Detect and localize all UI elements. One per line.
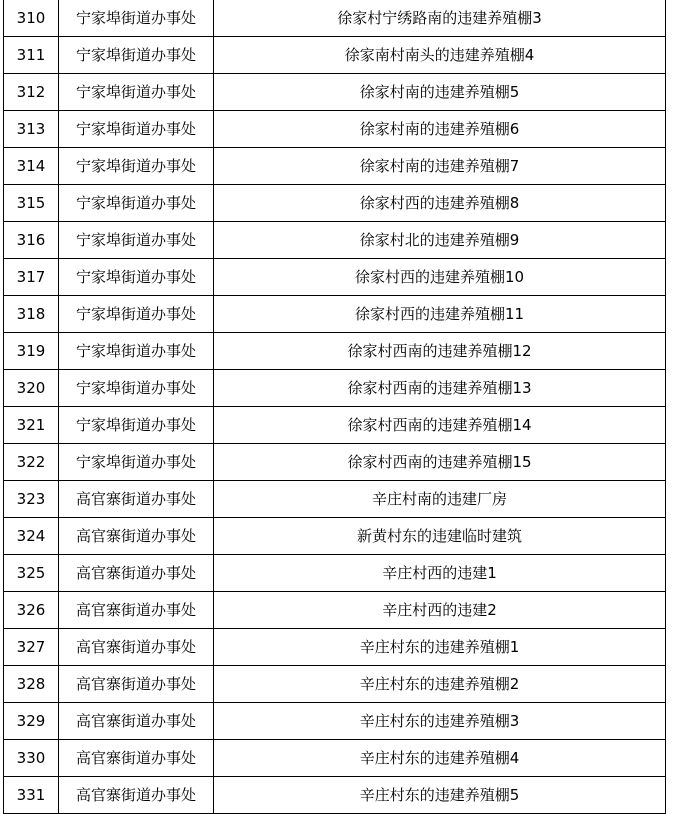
- office-cell: 宁家埠街道办事处: [59, 444, 214, 481]
- table-row: [4, 666, 666, 703]
- item-cell: 徐家村西南的违建养殖棚12: [214, 333, 666, 370]
- item-cell: 辛庄村东的违建养殖棚2: [214, 666, 666, 703]
- item-cell: 辛庄村东的违建养殖棚3: [214, 703, 666, 740]
- item-cell: 辛庄村东的违建养殖棚1: [214, 629, 666, 666]
- item-cell: 徐家村西的违建养殖棚11: [214, 296, 666, 333]
- row-number-cell: 331: [4, 777, 59, 814]
- office-cell: 高官寨街道办事处: [59, 518, 214, 555]
- table-row: [4, 222, 666, 259]
- office-cell: 宁家埠街道办事处: [59, 74, 214, 111]
- office-cell: 宁家埠街道办事处: [59, 185, 214, 222]
- table-row: [4, 481, 666, 518]
- table-row: [4, 777, 666, 814]
- office-cell: 宁家埠街道办事处: [59, 296, 214, 333]
- item-cell: 徐家村西南的违建养殖棚14: [214, 407, 666, 444]
- table-row: [4, 370, 666, 407]
- office-cell: 高官寨街道办事处: [59, 703, 214, 740]
- office-cell: 高官寨街道办事处: [59, 629, 214, 666]
- office-cell: 高官寨街道办事处: [59, 592, 214, 629]
- table-row: [4, 555, 666, 592]
- row-number-cell: 312: [4, 74, 59, 111]
- item-cell: 徐家南村南头的违建养殖棚4: [214, 37, 666, 74]
- office-cell: 宁家埠街道办事处: [59, 148, 214, 185]
- row-number-cell: 316: [4, 222, 59, 259]
- office-cell: 宁家埠街道办事处: [59, 222, 214, 259]
- office-cell: 高官寨街道办事处: [59, 777, 214, 814]
- table-row: [4, 407, 666, 444]
- table-row: [4, 518, 666, 555]
- row-number-cell: 328: [4, 666, 59, 703]
- row-number-cell: 323: [4, 481, 59, 518]
- office-cell: 宁家埠街道办事处: [59, 370, 214, 407]
- item-cell: 徐家村南的违建养殖棚7: [214, 148, 666, 185]
- item-cell: 徐家村西的违建养殖棚8: [214, 185, 666, 222]
- item-cell: 徐家村南的违建养殖棚5: [214, 74, 666, 111]
- office-cell: 宁家埠街道办事处: [59, 0, 214, 37]
- row-number-cell: 326: [4, 592, 59, 629]
- row-number-cell: 317: [4, 259, 59, 296]
- item-cell: 辛庄村东的违建养殖棚5: [214, 777, 666, 814]
- item-cell: 新黄村东的违建临时建筑: [214, 518, 666, 555]
- row-number-cell: 329: [4, 703, 59, 740]
- item-cell: 辛庄村东的违建养殖棚4: [214, 740, 666, 777]
- office-cell: 高官寨街道办事处: [59, 740, 214, 777]
- row-number-cell: 325: [4, 555, 59, 592]
- row-number-cell: 327: [4, 629, 59, 666]
- office-cell: 宁家埠街道办事处: [59, 111, 214, 148]
- office-cell: 高官寨街道办事处: [59, 555, 214, 592]
- office-cell: 高官寨街道办事处: [59, 666, 214, 703]
- records-body: [4, 0, 666, 814]
- row-number-cell: 318: [4, 296, 59, 333]
- item-cell: 徐家村西的违建养殖棚10: [214, 259, 666, 296]
- table-row: [4, 259, 666, 296]
- row-number-cell: 311: [4, 37, 59, 74]
- row-number-cell: 310: [4, 0, 59, 37]
- table-row: [4, 185, 666, 222]
- row-number-cell: 330: [4, 740, 59, 777]
- records-table: [3, 0, 666, 814]
- item-cell: 徐家村西南的违建养殖棚15: [214, 444, 666, 481]
- office-cell: 高官寨街道办事处: [59, 481, 214, 518]
- item-cell: 辛庄村西的违建1: [214, 555, 666, 592]
- item-cell: 徐家村南的违建养殖棚6: [214, 111, 666, 148]
- item-cell: 徐家村西南的违建养殖棚13: [214, 370, 666, 407]
- table-row: [4, 703, 666, 740]
- table-row: [4, 629, 666, 666]
- row-number-cell: 315: [4, 185, 59, 222]
- office-cell: 宁家埠街道办事处: [59, 407, 214, 444]
- table-row: [4, 148, 666, 185]
- row-number-cell: 322: [4, 444, 59, 481]
- office-cell: 宁家埠街道办事处: [59, 259, 214, 296]
- table-row: [4, 111, 666, 148]
- row-number-cell: 320: [4, 370, 59, 407]
- table-row: [4, 74, 666, 111]
- table-row: [4, 444, 666, 481]
- item-cell: 徐家村北的违建养殖棚9: [214, 222, 666, 259]
- table-row: [4, 37, 666, 74]
- office-cell: 宁家埠街道办事处: [59, 333, 214, 370]
- table-row: [4, 0, 666, 37]
- item-cell: 辛庄村南的违建厂房: [214, 481, 666, 518]
- table-row: [4, 592, 666, 629]
- table-row: [4, 296, 666, 333]
- row-number-cell: 319: [4, 333, 59, 370]
- row-number-cell: 314: [4, 148, 59, 185]
- office-cell: 宁家埠街道办事处: [59, 37, 214, 74]
- table-row: [4, 740, 666, 777]
- table-row: [4, 333, 666, 370]
- row-number-cell: 313: [4, 111, 59, 148]
- row-number-cell: 321: [4, 407, 59, 444]
- item-cell: 辛庄村西的违建2: [214, 592, 666, 629]
- item-cell: 徐家村宁绣路南的违建养殖棚3: [214, 0, 666, 37]
- row-number-cell: 324: [4, 518, 59, 555]
